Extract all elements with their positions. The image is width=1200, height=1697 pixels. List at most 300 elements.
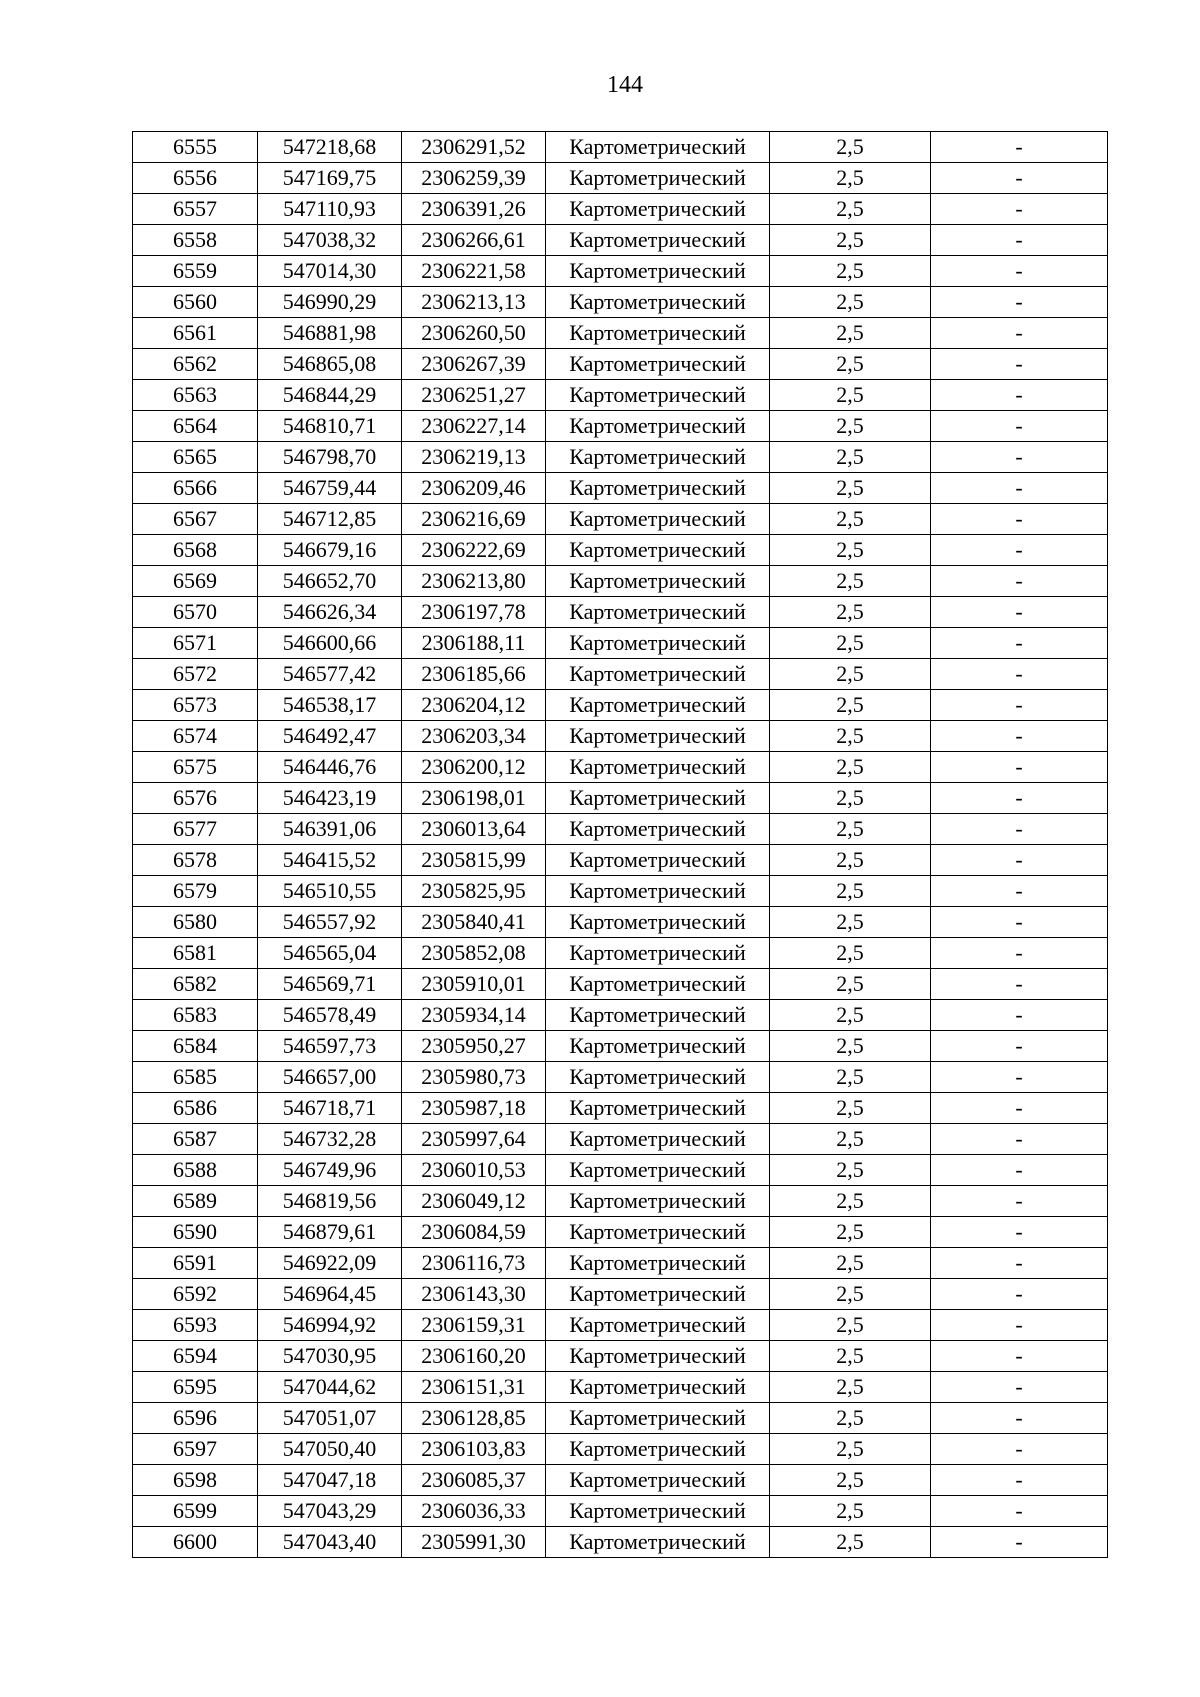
note-cell: - — [931, 845, 1108, 876]
note-cell: - — [931, 411, 1108, 442]
note-cell: - — [931, 597, 1108, 628]
x-coordinate-cell: 546538,17 — [258, 690, 402, 721]
table-row — [133, 1403, 1108, 1434]
note-cell: - — [931, 1062, 1108, 1093]
table-row — [133, 1434, 1108, 1465]
x-coordinate-cell: 546679,16 — [258, 535, 402, 566]
note-cell: - — [931, 1403, 1108, 1434]
method-cell: Картометрический — [546, 1155, 770, 1186]
y-coordinate-cell: 2306260,50 — [402, 318, 546, 349]
method-cell: Картометрический — [546, 132, 770, 163]
x-coordinate-cell: 547110,93 — [258, 194, 402, 225]
accuracy-cell: 2,5 — [770, 535, 931, 566]
method-cell: Картометрический — [546, 473, 770, 504]
x-coordinate-cell: 546600,66 — [258, 628, 402, 659]
point-number-cell: 6598 — [133, 1465, 258, 1496]
note-cell: - — [931, 1496, 1108, 1527]
y-coordinate-cell: 2306103,83 — [402, 1434, 546, 1465]
method-cell: Картометрический — [546, 814, 770, 845]
note-cell: - — [931, 1310, 1108, 1341]
point-number-cell: 6585 — [133, 1062, 258, 1093]
point-number-cell: 6583 — [133, 1000, 258, 1031]
note-cell: - — [931, 814, 1108, 845]
note-cell: - — [931, 349, 1108, 380]
accuracy-cell: 2,5 — [770, 194, 931, 225]
point-number-cell: 6568 — [133, 535, 258, 566]
point-number-cell: 6566 — [133, 473, 258, 504]
note-cell: - — [931, 1217, 1108, 1248]
accuracy-cell: 2,5 — [770, 287, 931, 318]
table-row — [133, 690, 1108, 721]
x-coordinate-cell: 547030,95 — [258, 1341, 402, 1372]
method-cell: Картометрический — [546, 721, 770, 752]
note-cell: - — [931, 318, 1108, 349]
accuracy-cell: 2,5 — [770, 969, 931, 1000]
x-coordinate-cell: 546391,06 — [258, 814, 402, 845]
table-row — [133, 473, 1108, 504]
method-cell: Картометрический — [546, 1496, 770, 1527]
table-row — [133, 1031, 1108, 1062]
table-row — [133, 721, 1108, 752]
note-cell: - — [931, 938, 1108, 969]
point-number-cell: 6559 — [133, 256, 258, 287]
y-coordinate-cell: 2305997,64 — [402, 1124, 546, 1155]
point-number-cell: 6599 — [133, 1496, 258, 1527]
y-coordinate-cell: 2306198,01 — [402, 783, 546, 814]
note-cell: - — [931, 287, 1108, 318]
accuracy-cell: 2,5 — [770, 752, 931, 783]
point-number-cell: 6561 — [133, 318, 258, 349]
point-number-cell: 6577 — [133, 814, 258, 845]
table-row — [133, 876, 1108, 907]
y-coordinate-cell: 2306084,59 — [402, 1217, 546, 1248]
table-row — [133, 380, 1108, 411]
point-number-cell: 6575 — [133, 752, 258, 783]
y-coordinate-cell: 2305910,01 — [402, 969, 546, 1000]
method-cell: Картометрический — [546, 628, 770, 659]
x-coordinate-cell: 546569,71 — [258, 969, 402, 1000]
method-cell: Картометрический — [546, 1124, 770, 1155]
x-coordinate-cell: 547038,32 — [258, 225, 402, 256]
table-row — [133, 535, 1108, 566]
point-number-cell: 6557 — [133, 194, 258, 225]
method-cell: Картометрический — [546, 969, 770, 1000]
point-number-cell: 6586 — [133, 1093, 258, 1124]
method-cell: Картометрический — [546, 845, 770, 876]
accuracy-cell: 2,5 — [770, 597, 931, 628]
x-coordinate-cell: 547047,18 — [258, 1465, 402, 1496]
x-coordinate-cell: 546844,29 — [258, 380, 402, 411]
method-cell: Картометрический — [546, 225, 770, 256]
point-number-cell: 6576 — [133, 783, 258, 814]
method-cell: Картометрический — [546, 876, 770, 907]
y-coordinate-cell: 2305840,41 — [402, 907, 546, 938]
method-cell: Картометрический — [546, 504, 770, 535]
accuracy-cell: 2,5 — [770, 938, 931, 969]
table-row — [133, 783, 1108, 814]
coordinates-table — [132, 131, 1108, 1558]
y-coordinate-cell: 2306213,80 — [402, 566, 546, 597]
y-coordinate-cell: 2305934,14 — [402, 1000, 546, 1031]
y-coordinate-cell: 2306222,69 — [402, 535, 546, 566]
method-cell: Картометрический — [546, 1093, 770, 1124]
page-number: 144 — [607, 72, 643, 98]
accuracy-cell: 2,5 — [770, 349, 931, 380]
x-coordinate-cell: 546881,98 — [258, 318, 402, 349]
method-cell: Картометрический — [546, 1465, 770, 1496]
point-number-cell: 6569 — [133, 566, 258, 597]
method-cell: Картометрический — [546, 752, 770, 783]
note-cell: - — [931, 628, 1108, 659]
x-coordinate-cell: 546510,55 — [258, 876, 402, 907]
accuracy-cell: 2,5 — [770, 1062, 931, 1093]
method-cell: Картометрический — [546, 566, 770, 597]
table-row — [133, 1248, 1108, 1279]
table-row — [133, 938, 1108, 969]
accuracy-cell: 2,5 — [770, 907, 931, 938]
accuracy-cell: 2,5 — [770, 318, 931, 349]
table-row — [133, 318, 1108, 349]
point-number-cell: 6591 — [133, 1248, 258, 1279]
note-cell: - — [931, 1465, 1108, 1496]
note-cell: - — [931, 1434, 1108, 1465]
note-cell: - — [931, 659, 1108, 690]
x-coordinate-cell: 546879,61 — [258, 1217, 402, 1248]
point-number-cell: 6562 — [133, 349, 258, 380]
accuracy-cell: 2,5 — [770, 1031, 931, 1062]
x-coordinate-cell: 546759,44 — [258, 473, 402, 504]
coordinates-table-body — [133, 132, 1108, 1558]
table-row — [133, 225, 1108, 256]
method-cell: Картометрический — [546, 597, 770, 628]
table-row — [133, 132, 1108, 163]
accuracy-cell: 2,5 — [770, 504, 931, 535]
accuracy-cell: 2,5 — [770, 1310, 931, 1341]
x-coordinate-cell: 546577,42 — [258, 659, 402, 690]
x-coordinate-cell: 546652,70 — [258, 566, 402, 597]
table-row — [133, 969, 1108, 1000]
y-coordinate-cell: 2306219,13 — [402, 442, 546, 473]
x-coordinate-cell: 547043,29 — [258, 1496, 402, 1527]
y-coordinate-cell: 2306010,53 — [402, 1155, 546, 1186]
table-row — [133, 1093, 1108, 1124]
point-number-cell: 6580 — [133, 907, 258, 938]
x-coordinate-cell: 547014,30 — [258, 256, 402, 287]
x-coordinate-cell: 546994,92 — [258, 1310, 402, 1341]
y-coordinate-cell: 2306203,34 — [402, 721, 546, 752]
note-cell: - — [931, 225, 1108, 256]
point-number-cell: 6567 — [133, 504, 258, 535]
accuracy-cell: 2,5 — [770, 814, 931, 845]
table-row — [133, 597, 1108, 628]
table-row — [133, 659, 1108, 690]
accuracy-cell: 2,5 — [770, 876, 931, 907]
accuracy-cell: 2,5 — [770, 659, 931, 690]
accuracy-cell: 2,5 — [770, 1279, 931, 1310]
note-cell: - — [931, 442, 1108, 473]
y-coordinate-cell: 2306151,31 — [402, 1372, 546, 1403]
table-row — [133, 628, 1108, 659]
point-number-cell: 6565 — [133, 442, 258, 473]
accuracy-cell: 2,5 — [770, 1248, 931, 1279]
note-cell: - — [931, 907, 1108, 938]
table-row — [133, 504, 1108, 535]
accuracy-cell: 2,5 — [770, 721, 931, 752]
table-row — [133, 566, 1108, 597]
x-coordinate-cell: 546446,76 — [258, 752, 402, 783]
method-cell: Картометрический — [546, 163, 770, 194]
note-cell: - — [931, 256, 1108, 287]
note-cell: - — [931, 690, 1108, 721]
note-cell: - — [931, 566, 1108, 597]
point-number-cell: 6581 — [133, 938, 258, 969]
x-coordinate-cell: 546423,19 — [258, 783, 402, 814]
method-cell: Картометрический — [546, 194, 770, 225]
accuracy-cell: 2,5 — [770, 1093, 931, 1124]
table-row — [133, 349, 1108, 380]
x-coordinate-cell: 546749,96 — [258, 1155, 402, 1186]
accuracy-cell: 2,5 — [770, 783, 931, 814]
method-cell: Картометрический — [546, 1403, 770, 1434]
x-coordinate-cell: 546798,70 — [258, 442, 402, 473]
accuracy-cell: 2,5 — [770, 225, 931, 256]
method-cell: Картометрический — [546, 1248, 770, 1279]
x-coordinate-cell: 546626,34 — [258, 597, 402, 628]
point-number-cell: 6592 — [133, 1279, 258, 1310]
method-cell: Картометрический — [546, 690, 770, 721]
y-coordinate-cell: 2306185,66 — [402, 659, 546, 690]
point-number-cell: 6595 — [133, 1372, 258, 1403]
method-cell: Картометрический — [546, 1186, 770, 1217]
y-coordinate-cell: 2305950,27 — [402, 1031, 546, 1062]
method-cell: Картометрический — [546, 1341, 770, 1372]
x-coordinate-cell: 546557,92 — [258, 907, 402, 938]
table-row — [133, 287, 1108, 318]
note-cell: - — [931, 132, 1108, 163]
method-cell: Картометрический — [546, 287, 770, 318]
accuracy-cell: 2,5 — [770, 442, 931, 473]
table-row — [133, 1279, 1108, 1310]
point-number-cell: 6573 — [133, 690, 258, 721]
note-cell: - — [931, 535, 1108, 566]
x-coordinate-cell: 547044,62 — [258, 1372, 402, 1403]
point-number-cell: 6594 — [133, 1341, 258, 1372]
point-number-cell: 6579 — [133, 876, 258, 907]
y-coordinate-cell: 2306197,78 — [402, 597, 546, 628]
accuracy-cell: 2,5 — [770, 380, 931, 411]
y-coordinate-cell: 2306221,58 — [402, 256, 546, 287]
point-number-cell: 6589 — [133, 1186, 258, 1217]
x-coordinate-cell: 547050,40 — [258, 1434, 402, 1465]
table-row — [133, 163, 1108, 194]
point-number-cell: 6588 — [133, 1155, 258, 1186]
method-cell: Картометрический — [546, 349, 770, 380]
point-number-cell: 6560 — [133, 287, 258, 318]
method-cell: Картометрический — [546, 1000, 770, 1031]
y-coordinate-cell: 2305980,73 — [402, 1062, 546, 1093]
accuracy-cell: 2,5 — [770, 256, 931, 287]
x-coordinate-cell: 546819,56 — [258, 1186, 402, 1217]
table-row — [133, 1372, 1108, 1403]
x-coordinate-cell: 547218,68 — [258, 132, 402, 163]
point-number-cell: 6597 — [133, 1434, 258, 1465]
table-row — [133, 907, 1108, 938]
y-coordinate-cell: 2306209,46 — [402, 473, 546, 504]
table-row — [133, 752, 1108, 783]
note-cell: - — [931, 1527, 1108, 1558]
note-cell: - — [931, 1000, 1108, 1031]
point-number-cell: 6596 — [133, 1403, 258, 1434]
accuracy-cell: 2,5 — [770, 1403, 931, 1434]
x-coordinate-cell: 546415,52 — [258, 845, 402, 876]
note-cell: - — [931, 194, 1108, 225]
y-coordinate-cell: 2306143,30 — [402, 1279, 546, 1310]
table-row — [133, 1155, 1108, 1186]
point-number-cell: 6572 — [133, 659, 258, 690]
y-coordinate-cell: 2305991,30 — [402, 1527, 546, 1558]
note-cell: - — [931, 1248, 1108, 1279]
accuracy-cell: 2,5 — [770, 566, 931, 597]
y-coordinate-cell: 2306128,85 — [402, 1403, 546, 1434]
y-coordinate-cell: 2306188,11 — [402, 628, 546, 659]
y-coordinate-cell: 2306036,33 — [402, 1496, 546, 1527]
accuracy-cell: 2,5 — [770, 628, 931, 659]
accuracy-cell: 2,5 — [770, 1000, 931, 1031]
point-number-cell: 6593 — [133, 1310, 258, 1341]
x-coordinate-cell: 546492,47 — [258, 721, 402, 752]
method-cell: Картометрический — [546, 783, 770, 814]
x-coordinate-cell: 546810,71 — [258, 411, 402, 442]
accuracy-cell: 2,5 — [770, 1155, 931, 1186]
y-coordinate-cell: 2306204,12 — [402, 690, 546, 721]
x-coordinate-cell: 546578,49 — [258, 1000, 402, 1031]
table-row — [133, 845, 1108, 876]
accuracy-cell: 2,5 — [770, 411, 931, 442]
table-row — [133, 1000, 1108, 1031]
table-row — [133, 1062, 1108, 1093]
point-number-cell: 6556 — [133, 163, 258, 194]
method-cell: Картометрический — [546, 1434, 770, 1465]
point-number-cell: 6582 — [133, 969, 258, 1000]
point-number-cell: 6558 — [133, 225, 258, 256]
method-cell: Картометрический — [546, 938, 770, 969]
x-coordinate-cell: 547043,40 — [258, 1527, 402, 1558]
y-coordinate-cell: 2305987,18 — [402, 1093, 546, 1124]
x-coordinate-cell: 546597,73 — [258, 1031, 402, 1062]
note-cell: - — [931, 1155, 1108, 1186]
y-coordinate-cell: 2305852,08 — [402, 938, 546, 969]
y-coordinate-cell: 2306116,73 — [402, 1248, 546, 1279]
table-row — [133, 411, 1108, 442]
y-coordinate-cell: 2306213,13 — [402, 287, 546, 318]
y-coordinate-cell: 2306391,26 — [402, 194, 546, 225]
accuracy-cell: 2,5 — [770, 845, 931, 876]
point-number-cell: 6570 — [133, 597, 258, 628]
accuracy-cell: 2,5 — [770, 1217, 931, 1248]
point-number-cell: 6584 — [133, 1031, 258, 1062]
y-coordinate-cell: 2306013,64 — [402, 814, 546, 845]
table-row — [133, 1186, 1108, 1217]
y-coordinate-cell: 2306216,69 — [402, 504, 546, 535]
y-coordinate-cell: 2306227,14 — [402, 411, 546, 442]
point-number-cell: 6600 — [133, 1527, 258, 1558]
method-cell: Картометрический — [546, 256, 770, 287]
x-coordinate-cell: 546732,28 — [258, 1124, 402, 1155]
y-coordinate-cell: 2306291,52 — [402, 132, 546, 163]
accuracy-cell: 2,5 — [770, 1496, 931, 1527]
y-coordinate-cell: 2306085,37 — [402, 1465, 546, 1496]
note-cell: - — [931, 473, 1108, 504]
note-cell: - — [931, 380, 1108, 411]
table-row — [133, 1124, 1108, 1155]
method-cell: Картометрический — [546, 442, 770, 473]
table-row — [133, 442, 1108, 473]
note-cell: - — [931, 752, 1108, 783]
note-cell: - — [931, 876, 1108, 907]
accuracy-cell: 2,5 — [770, 1341, 931, 1372]
note-cell: - — [931, 969, 1108, 1000]
y-coordinate-cell: 2306049,12 — [402, 1186, 546, 1217]
table-row — [133, 256, 1108, 287]
accuracy-cell: 2,5 — [770, 163, 931, 194]
x-coordinate-cell: 547051,07 — [258, 1403, 402, 1434]
table-row — [133, 1341, 1108, 1372]
point-number-cell: 6590 — [133, 1217, 258, 1248]
method-cell: Картометрический — [546, 659, 770, 690]
method-cell: Картометрический — [546, 380, 770, 411]
method-cell: Картометрический — [546, 535, 770, 566]
note-cell: - — [931, 1341, 1108, 1372]
method-cell: Картометрический — [546, 1062, 770, 1093]
table-row — [133, 1310, 1108, 1341]
point-number-cell: 6563 — [133, 380, 258, 411]
y-coordinate-cell: 2305815,99 — [402, 845, 546, 876]
table-row — [133, 194, 1108, 225]
point-number-cell: 6578 — [133, 845, 258, 876]
x-coordinate-cell: 547169,75 — [258, 163, 402, 194]
point-number-cell: 6574 — [133, 721, 258, 752]
x-coordinate-cell: 546657,00 — [258, 1062, 402, 1093]
method-cell: Картометрический — [546, 1527, 770, 1558]
table-row — [133, 814, 1108, 845]
accuracy-cell: 2,5 — [770, 1186, 931, 1217]
note-cell: - — [931, 721, 1108, 752]
note-cell: - — [931, 1124, 1108, 1155]
method-cell: Картометрический — [546, 1217, 770, 1248]
x-coordinate-cell: 546990,29 — [258, 287, 402, 318]
table-row — [133, 1217, 1108, 1248]
accuracy-cell: 2,5 — [770, 1527, 931, 1558]
table-row — [133, 1465, 1108, 1496]
note-cell: - — [931, 504, 1108, 535]
point-number-cell: 6555 — [133, 132, 258, 163]
note-cell: - — [931, 1372, 1108, 1403]
y-coordinate-cell: 2306200,12 — [402, 752, 546, 783]
point-number-cell: 6587 — [133, 1124, 258, 1155]
accuracy-cell: 2,5 — [770, 1434, 931, 1465]
note-cell: - — [931, 1031, 1108, 1062]
method-cell: Картометрический — [546, 1279, 770, 1310]
accuracy-cell: 2,5 — [770, 473, 931, 504]
method-cell: Картометрический — [546, 411, 770, 442]
x-coordinate-cell: 546922,09 — [258, 1248, 402, 1279]
note-cell: - — [931, 1279, 1108, 1310]
method-cell: Картометрический — [546, 1372, 770, 1403]
y-coordinate-cell: 2306159,31 — [402, 1310, 546, 1341]
x-coordinate-cell: 546712,85 — [258, 504, 402, 535]
method-cell: Картометрический — [546, 1310, 770, 1341]
x-coordinate-cell: 546865,08 — [258, 349, 402, 380]
